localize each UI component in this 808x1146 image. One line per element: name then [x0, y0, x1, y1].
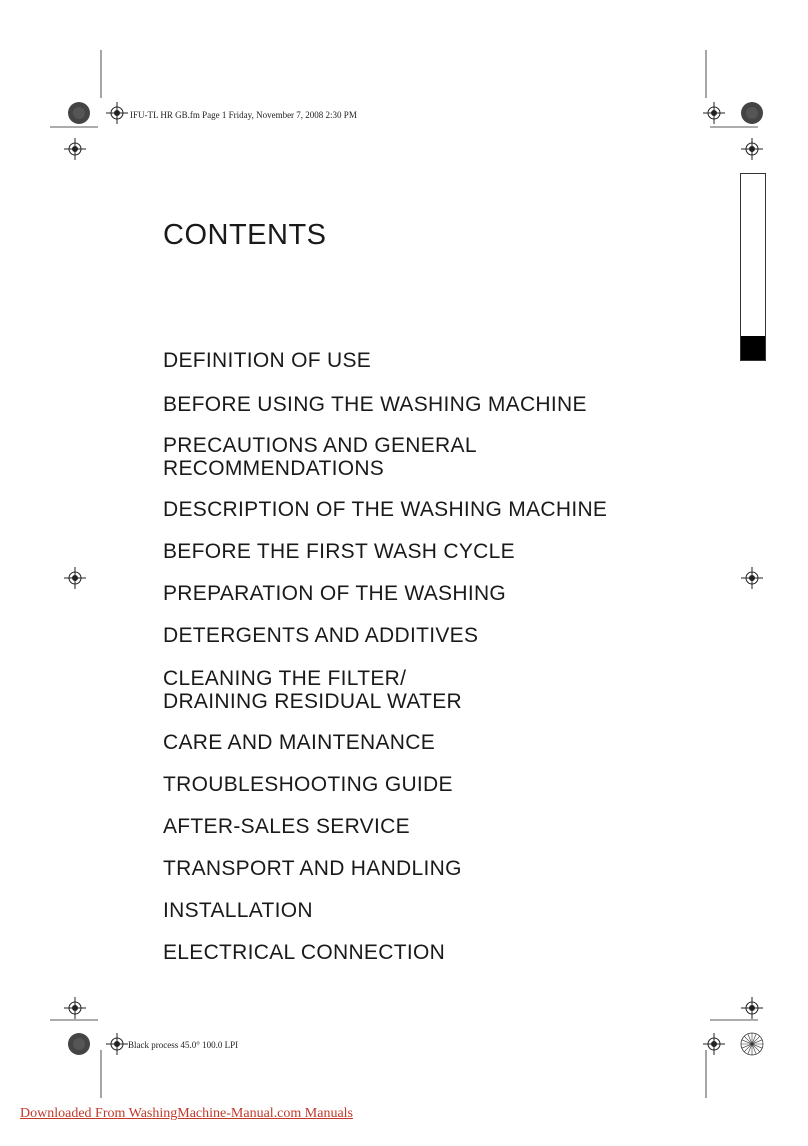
toc-item-line: ELECTRICAL CONNECTION: [163, 941, 446, 964]
toc-item-line: INSTALLATION: [163, 899, 313, 922]
toc-item: [163, 899, 313, 922]
starburst-bottom-right: [741, 1033, 763, 1055]
page-title: CONTENTS: [163, 219, 327, 251]
registration-circle-top-right: [741, 102, 763, 124]
toc-item: [163, 773, 453, 796]
toc-item: [163, 582, 506, 605]
toc-item-line: BEFORE USING THE WASHING MACHINE: [163, 393, 587, 416]
toc-item: [163, 540, 515, 563]
download-source-link[interactable]: Downloaded From WashingMachine-Manual.com Manuals: [20, 1106, 353, 1121]
toc-item: [163, 624, 478, 647]
toc-item-line: RECOMMENDATIONS: [163, 457, 385, 480]
toc-item: [163, 731, 435, 754]
registration-circle-top-left: [68, 102, 90, 124]
footer-slug: Black process 45.0° 100.0 LPI: [128, 1040, 239, 1050]
registration-circle-bottom-left: [68, 1033, 90, 1055]
toc-item-line: TRANSPORT AND HANDLING: [163, 857, 462, 880]
header-slug: IFU-TL HR GB.fm Page 1 Friday, November 7, 2008 2:30 PM: [130, 110, 357, 120]
toc-item: [163, 857, 462, 880]
toc-item-line: TROUBLESHOOTING GUIDE: [163, 773, 453, 796]
toc-item: [163, 815, 410, 838]
toc-item-line: DETERGENTS AND ADDITIVES: [163, 624, 479, 647]
toc-item-line: DEFINITION OF USE: [163, 349, 372, 372]
toc-item-line: BEFORE THE FIRST WASH CYCLE: [163, 540, 515, 563]
toc-item-line: PREPARATION OF THE WASHING: [163, 582, 507, 605]
toc-item: [163, 393, 587, 416]
toc-item: [163, 349, 371, 372]
toc-item: [163, 498, 607, 521]
toc-item-line: CARE AND MAINTENANCE: [163, 731, 436, 754]
toc-item: [163, 434, 477, 480]
toc-item-line: DESCRIPTION OF THE WASHING MACHINE: [163, 498, 608, 521]
toc-item: [163, 667, 462, 713]
toc-item-line: DRAINING RESIDUAL WATER: [163, 690, 462, 713]
toc-item: [163, 941, 445, 964]
toc-item-line: AFTER-SALES SERVICE: [163, 815, 410, 838]
crosshair-mark: [106, 102, 128, 124]
toc-item-line: PRECAUTIONS AND GENERAL: [163, 434, 477, 457]
side-thumb-tab-fill: [741, 336, 765, 360]
toc-item-line: CLEANING THE FILTER/: [163, 667, 407, 690]
side-thumb-tab: [740, 173, 766, 361]
